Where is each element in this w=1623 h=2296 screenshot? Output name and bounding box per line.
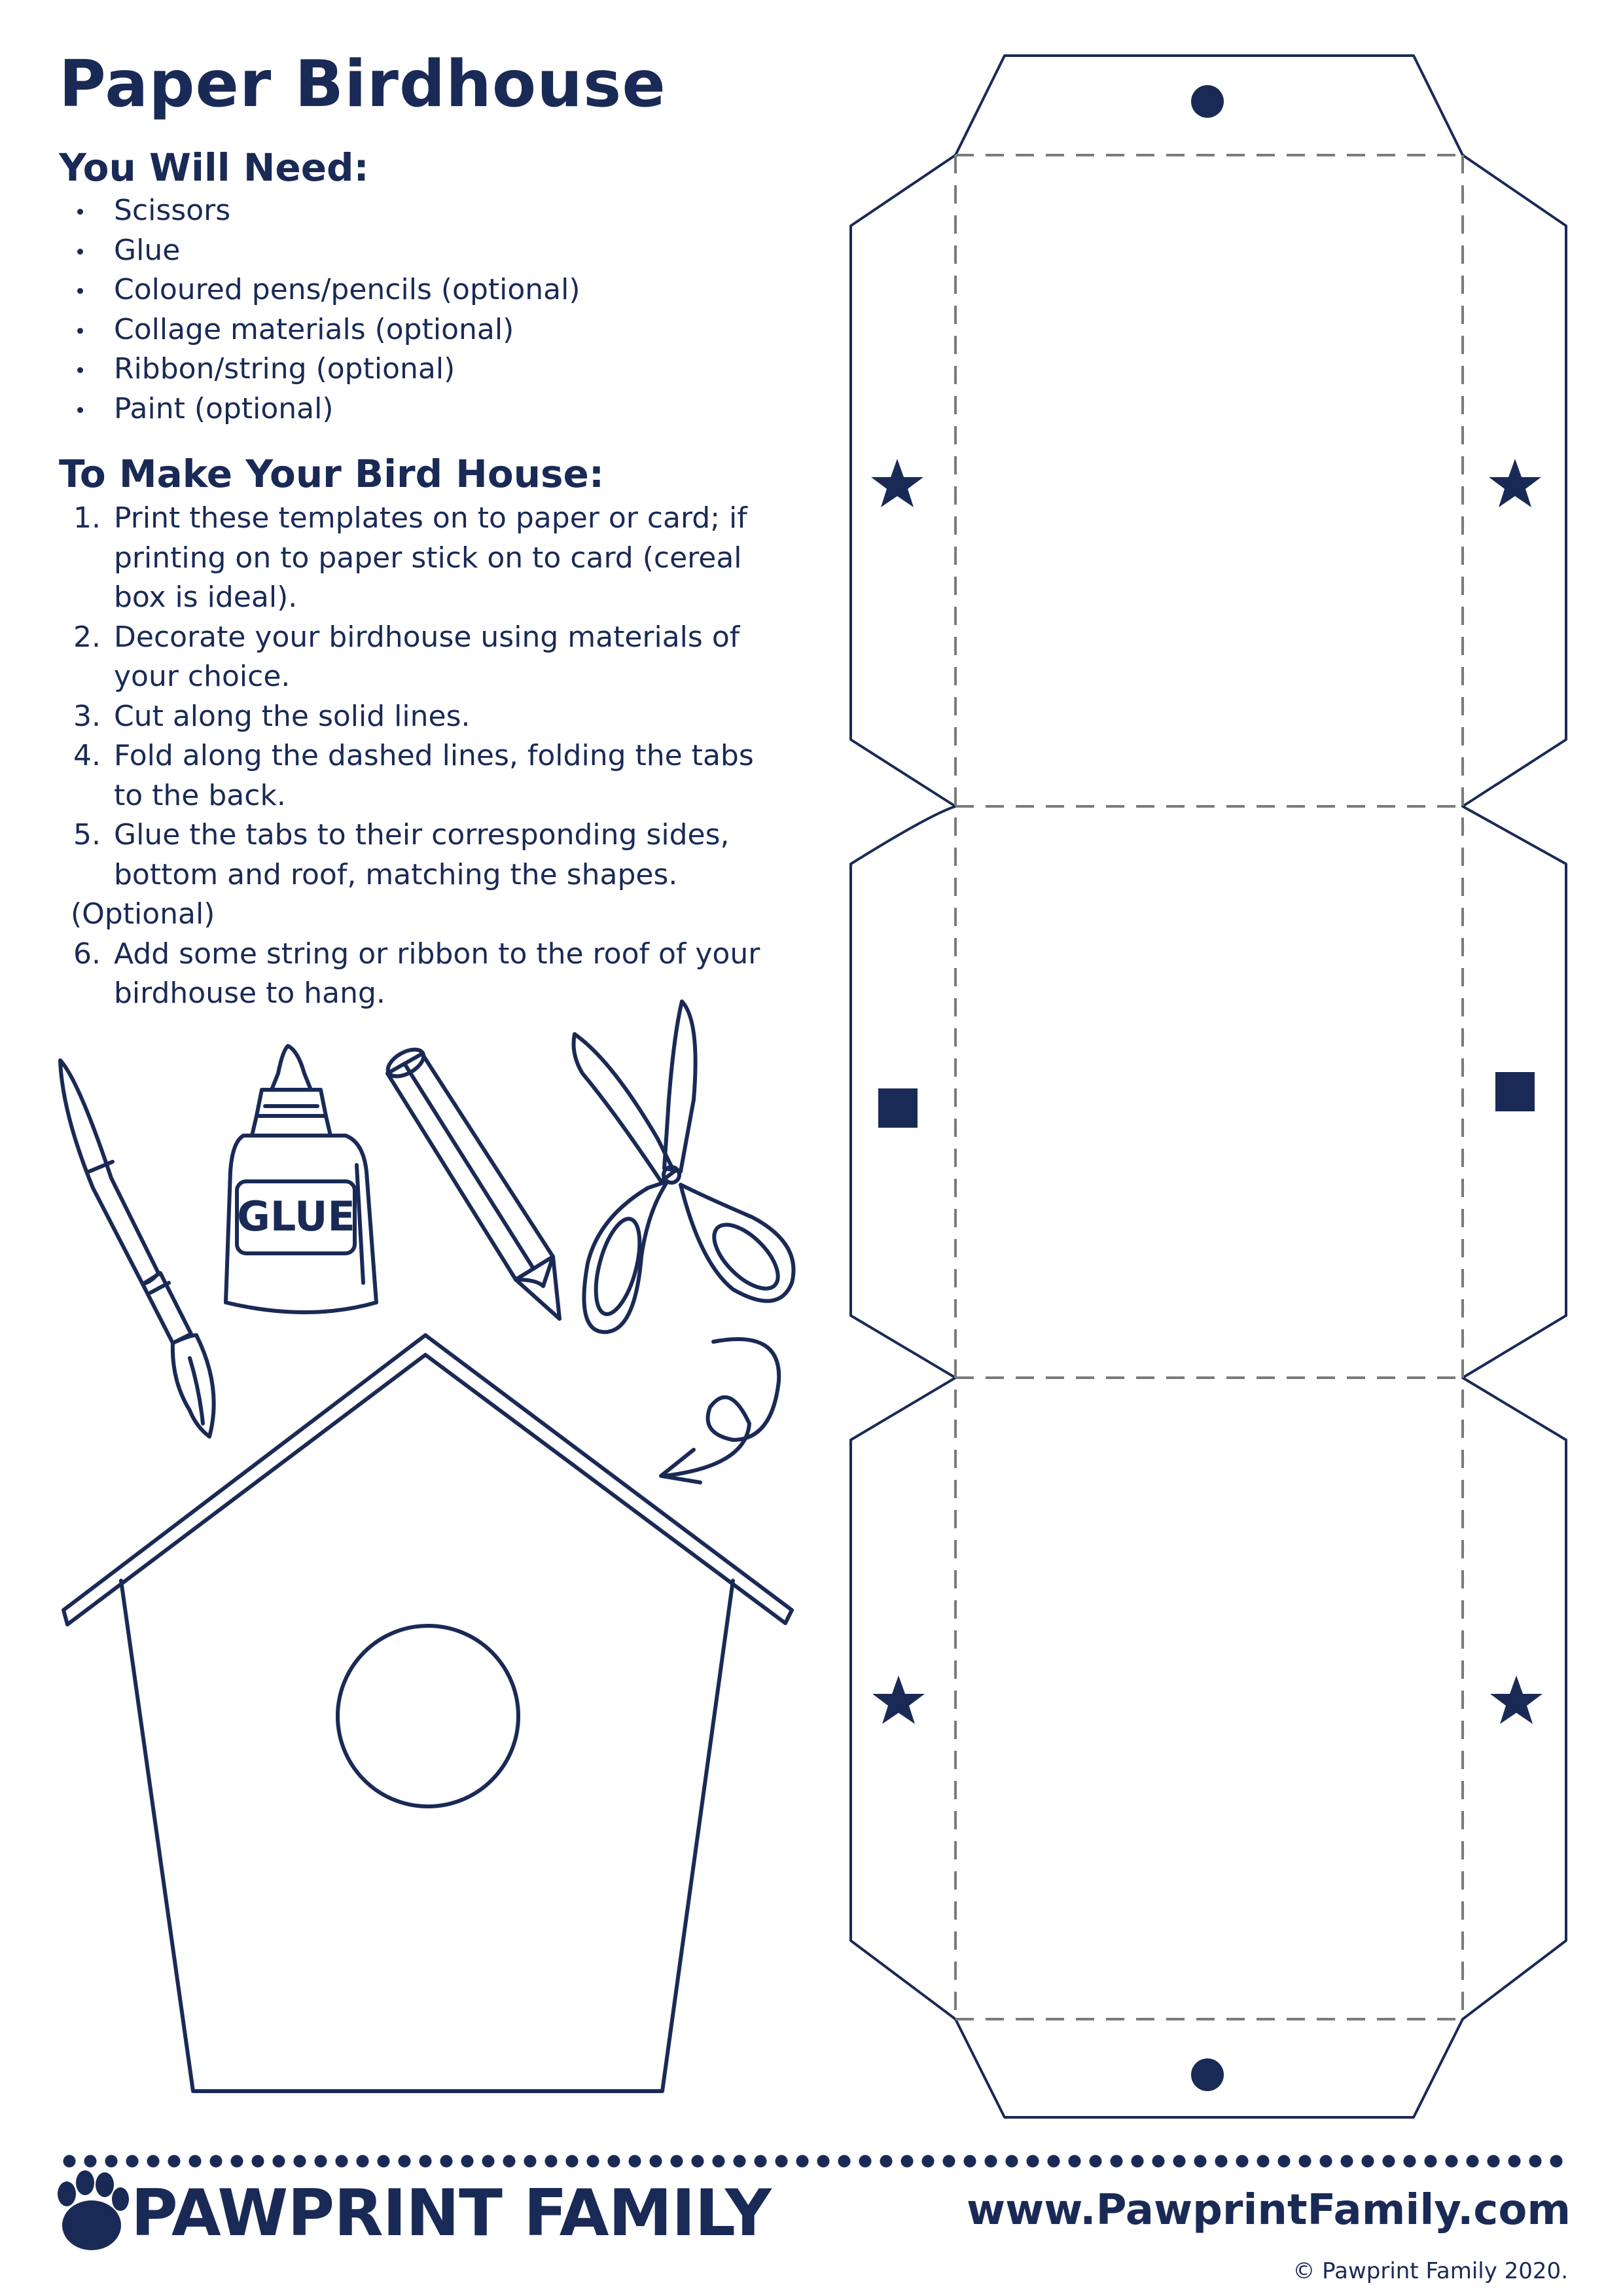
circle-marker <box>1191 85 1224 118</box>
step-number: 5. <box>73 818 101 852</box>
birdhouse-icon <box>63 1335 792 2091</box>
list-item: Paint (optional) <box>72 389 580 429</box>
copyright-text: © Pawprint Family 2020. <box>1293 2258 1568 2284</box>
template-fold-lines <box>955 155 1463 2019</box>
list-item: Glue <box>72 231 580 271</box>
template-cut-lines <box>851 56 1566 2117</box>
square-marker <box>878 1088 918 1128</box>
step-number: 2. <box>73 620 101 654</box>
glue-label: GLUE <box>237 1193 355 1240</box>
website-url[interactable]: www.PawprintFamily.com <box>966 2186 1571 2234</box>
step-text: Add some string or ribbon to the roof of your birdhouse to hang. <box>114 937 760 1010</box>
footer-dotted-divider <box>59 2153 1571 2169</box>
needs-heading: You Will Need: <box>59 145 369 190</box>
paintbrush-icon <box>60 1060 214 1437</box>
list-item: Scissors <box>72 191 580 231</box>
square-marker <box>1495 1072 1535 1111</box>
step-text: Fold along the dashed lines, folding the tabs to the back. <box>114 739 754 812</box>
star-marker <box>872 1676 925 1724</box>
list-item: Ribbon/string (optional) <box>72 350 580 389</box>
page-title: Paper Birdhouse <box>59 47 666 122</box>
steps-heading: To Make Your Bird House: <box>59 452 605 496</box>
step-text: Glue the tabs to their corresponding sides, bottom and roof, matching the shapes. <box>114 818 730 891</box>
step-number: 1. <box>73 501 101 535</box>
glue-bottle-icon <box>226 1046 376 1312</box>
list-item: Collage materials (optional) <box>72 310 580 350</box>
step-text: Print these templates on to paper or card; if printing on to paper stick on to card (cereal box is ideal). <box>114 501 747 614</box>
star-marker <box>1490 1676 1543 1724</box>
brand-logo-text: PAWPRINT FAMILY <box>131 2176 771 2251</box>
star-marker <box>1489 459 1541 507</box>
scissors-icon <box>574 1001 794 1332</box>
list-item: Coloured pens/pencils (optional) <box>72 270 580 310</box>
step-text: Cut along the solid lines. <box>114 699 471 733</box>
paw-icon <box>58 2170 129 2250</box>
star-marker <box>871 459 923 507</box>
optional-note: (Optional) <box>71 897 215 931</box>
circle-marker <box>1191 2058 1224 2091</box>
step-text: Decorate your birdhouse using materials of your choice. <box>114 620 740 693</box>
arrow-icon <box>661 1339 779 1482</box>
step-number: 3. <box>73 699 101 733</box>
pencil-icon <box>383 1044 560 1319</box>
step-number: 4. <box>73 739 101 772</box>
step-number: 6. <box>73 937 101 971</box>
